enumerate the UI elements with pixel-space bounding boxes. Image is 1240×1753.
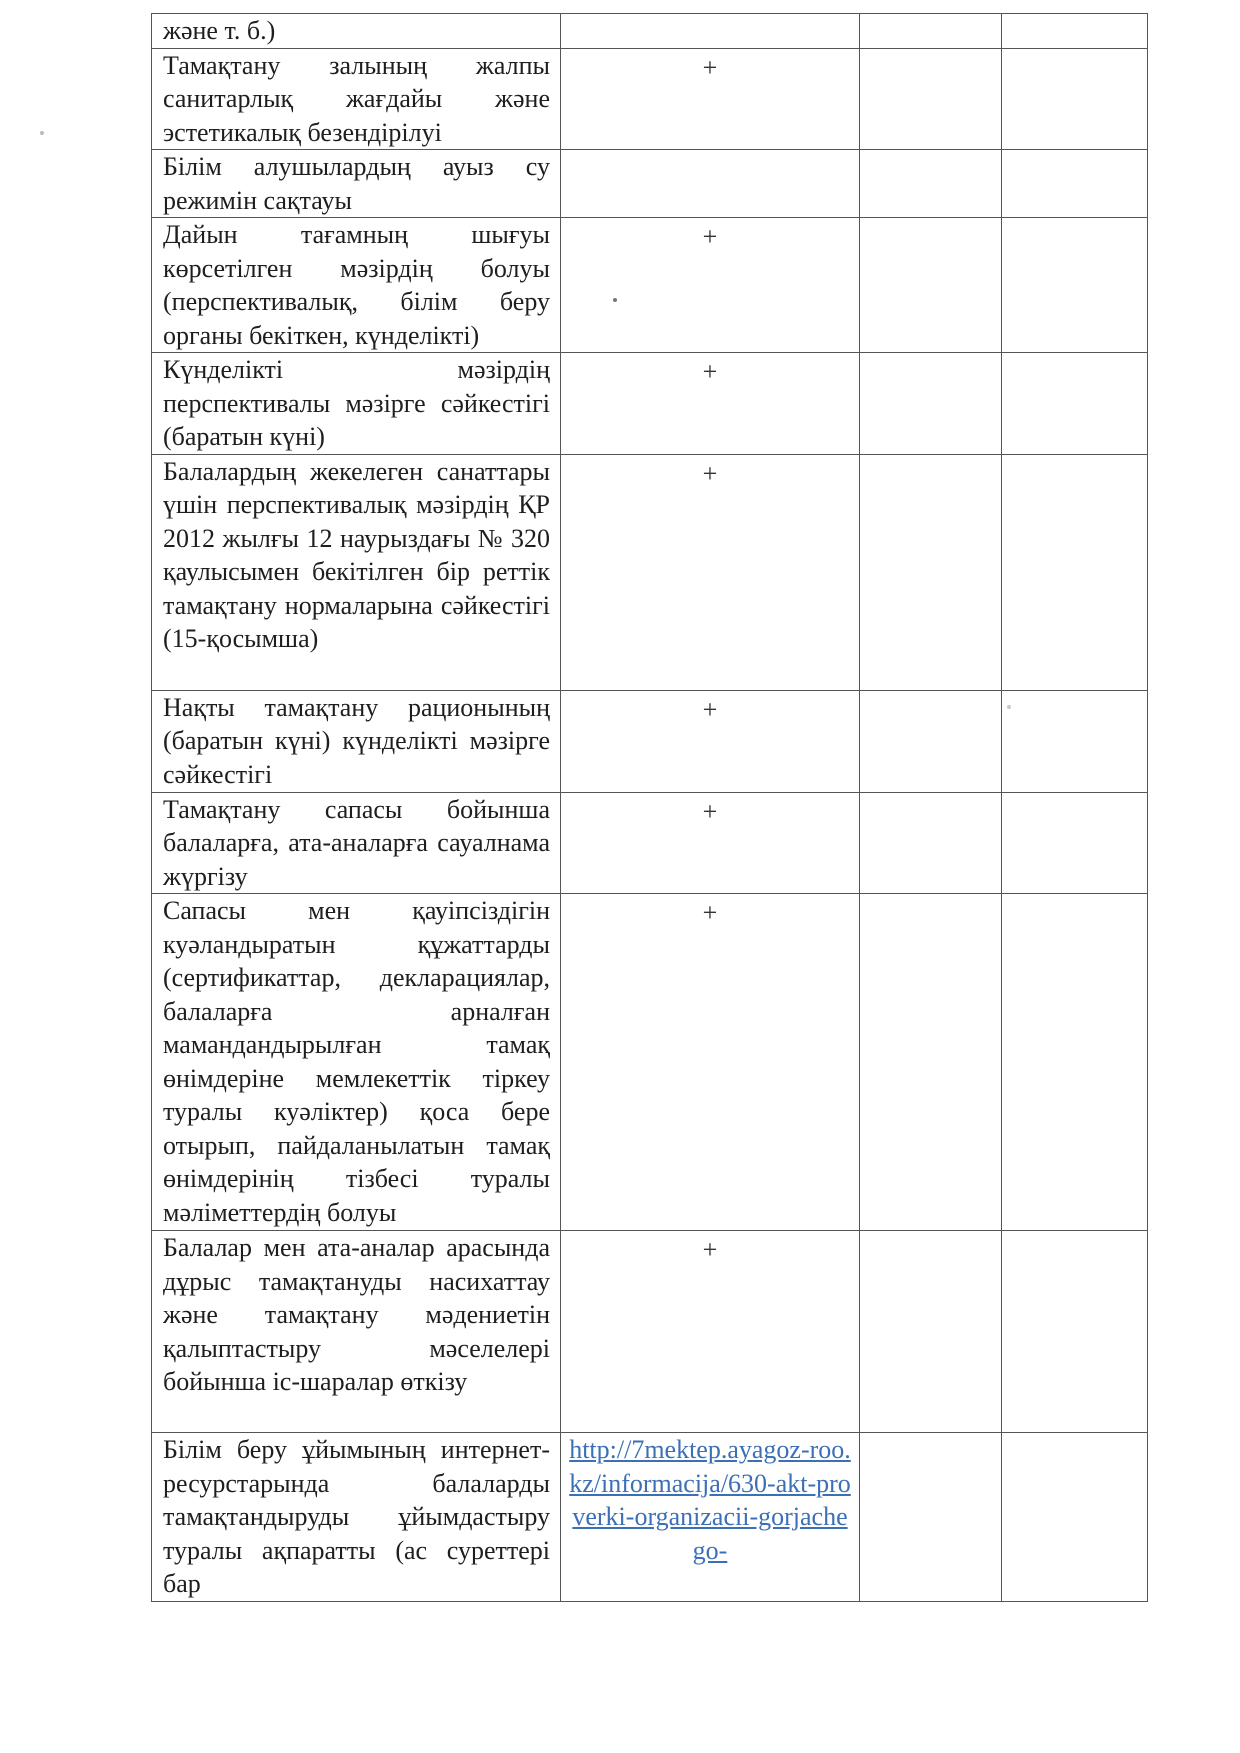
scan-speck (613, 298, 617, 302)
check-mark: + (702, 357, 718, 386)
table-row (152, 14, 1148, 49)
scan-speck (40, 131, 44, 135)
criterion-text: Білім беру ұйымының интернет-ресурстарында балаларды тамақтандыруды ұйымдастыру туралы ақпаратты (ас суреттері бар (163, 1435, 550, 1598)
check-mark: + (702, 52, 718, 82)
criterion-text: Балалар мен ата-аналар арасында дұрыс тамақтануды насихаттау және тамақтану мәдениетін қалыптастыру мәселелері бойынша іс-шаралар өткізу (163, 1233, 550, 1396)
checklist-table (151, 13, 1148, 1602)
criterion-text: және т. б.) (163, 16, 276, 45)
criterion-text: Нақты тамақтану рационының (баратын күні) күнделікті мәзірге сәйкестігі (163, 692, 550, 789)
check-mark (561, 150, 859, 152)
table-row (152, 1433, 1148, 1602)
table-row (152, 218, 1148, 353)
criterion-text: Күнделікті мәзірдің перспективалы мәзірге сәйкестігі (баратын күні) (163, 355, 550, 451)
check-mark (561, 14, 859, 16)
table-row (152, 1231, 1148, 1433)
criterion-text: Білім алушылардың ауыз су режимін сақтауы (163, 152, 550, 215)
check-mark: + (702, 796, 718, 826)
scan-speck (1007, 705, 1011, 709)
table-row (152, 894, 1148, 1231)
table-row (152, 690, 1148, 792)
criterion-text: Тамақтану залының жалпы санитарлық жағдайы және эстетикалық безендірілуі (163, 50, 550, 147)
check-mark: + (702, 458, 718, 488)
table-row (152, 792, 1148, 894)
criterion-text: Сапасы мен қауіпсіздігін куәландыратын құжаттарды (сертификаттар, декларациялар, балаларға арналған мамандандырылған тамақ өнімдеріне мемлекеттік тіркеу туралы куәліктер) қоса бере отырып, пайдаланылатын тамақ өнімдерінің тізбесі туралы мәліметтердің болуы (163, 896, 550, 1227)
criterion-text: Балалардың жекелеген санаттары үшін перспективалық мәзірдің ҚР 2012 жылғы 12 наурыздағы № 320 қаулысымен бекітілген бір реттік тамақтану нормаларына сәйкестігі (15-қосымша) (163, 456, 550, 653)
criterion-text: Дайын тағамның шығуы көрсетілген мәзірдің болуы (перспективалық, білім беру органы бекіткен, күнделікті) (163, 220, 550, 350)
table-row (152, 454, 1148, 690)
check-mark: + (702, 222, 718, 251)
table-row (152, 48, 1148, 150)
check-mark: + (702, 694, 718, 724)
website-link[interactable]: http://7mektep.ayagoz-roo.kz/informacija/630-akt-proverki-organizacii-gorjachego- (569, 1435, 851, 1565)
check-mark: + (702, 1235, 718, 1264)
table-row (152, 150, 1148, 218)
table-row (152, 353, 1148, 455)
criterion-text: Тамақтану сапасы бойынша балаларға, ата-аналарға сауалнама жүргізу (163, 794, 550, 891)
check-mark: + (702, 898, 718, 927)
